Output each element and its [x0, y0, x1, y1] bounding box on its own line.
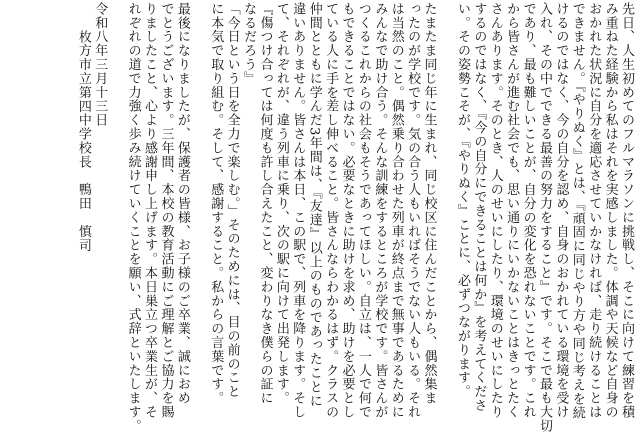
paragraph-closing: 最後になりましたが、保護者の皆様、お子様のご卒業、誠におめ でとうございます。三年間、本校の教育活動にご理解とご協力を賜 りましたこと、心より感謝申し上げます。本日巣立つ卒業生が、そ れぞれの道で力強く歩み続けていくことを願い、式辞といたします。 — [125, 2, 190, 433]
paragraph-enjoy-today: 「今日という日を全力で楽しむ。」そのためには、目の前のこと に本気で取り組む。そして、感謝すること。私からの言葉です。 — [208, 2, 240, 406]
vertical-text-block — [6, 2, 634, 438]
date-line: 令和八年三月十三日 — [92, 2, 108, 128]
school-title-line: 枚方市立第四中学校長 — [75, 29, 91, 169]
paragraph-full-marathon: 先日、人生初めてのフルマラソンに挑戦し、そこに向けて練習を積 み重ねた経験から私はそれを実感しました。体調や天候など自身の おかれた状況に自分を適応させていかなければ、走り続けることは できません。『やりぬく』とは、『頑固に同じやり方や同じ考えを続 けるのではなく、今の自分を認め、自身のおかれている環境を受け 入れ、その中でできる最善の努力をすること』です。そこで最も大切 であり、最も難しいことが、自分の変化を恐れないことです。これ から皆さんが進む社会でも、思い通りにいかないことはきっとたく さんあります。そのとき、人のせいにしたり、環境のせいにしたり するのではなく、『今の自分にできることは何か』を考えてくださ い。その姿勢こそが、『やりぬく』ことに、必ずつながります。 — [454, 2, 634, 433]
signature-block — [74, 2, 107, 438]
paragraph-school-train: たまたま同じ年に生まれ、同じ校区に住んだことから、偶然集ま ったのが学校です。気の合う人もいればそうでない人もいる。それ は当然のこと。偶然乗り合わせた列車が終点まで無事であるために みんなで助け合う。そんな訓練をするところが学校です。皆さんが つくるこれからの社会もそうであってほしい。自立は、一人で何で もできることではない。必要なときに助けを求め、助けを必要とし ている人に手を差し伸べること。皆さんならわかるはず。クラスの 仲間とともに学んだ3年間は、『友達』以上のものであったことに 違いありません。皆さんは本日、この駅で、列車を降ります。そし て、それぞれが、違う列車に乗り、次の駅に向けて出発します。 『傷つけ合っては何度も許し合えたこと、変わりなき僕らの証に なるだろう』 — [241, 2, 437, 419]
principal-name: 鴨田 慎司 — [75, 182, 91, 253]
